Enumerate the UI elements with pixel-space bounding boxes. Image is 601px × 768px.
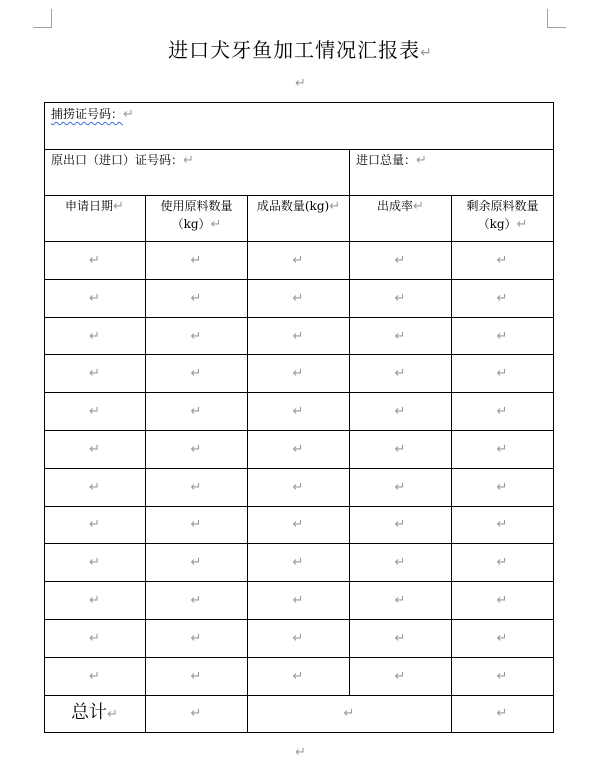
page-corner-top-left <box>33 9 52 28</box>
origin-cert-field[interactable] <box>51 151 194 170</box>
table-cell[interactable] <box>247 364 349 383</box>
table-cell[interactable] <box>451 440 553 459</box>
paragraph-mark-icon: ↵ <box>190 593 202 608</box>
paragraph-mark-icon: ↵ <box>496 706 508 721</box>
table-cell[interactable] <box>44 478 145 497</box>
table-cell[interactable] <box>451 667 553 686</box>
table-cell[interactable] <box>451 478 553 497</box>
paragraph-mark-icon: ↵ <box>292 480 304 495</box>
table-cell[interactable] <box>247 515 349 534</box>
paragraph-mark-icon: ↵ <box>394 404 406 419</box>
paragraph-mark-icon: ↵ <box>292 253 304 268</box>
table-cell[interactable] <box>349 515 451 534</box>
paragraph-mark-icon: ↵ <box>496 442 508 457</box>
table-line <box>44 543 554 544</box>
table-cell[interactable] <box>247 591 349 610</box>
paragraph-mark-icon: ↵ <box>496 517 508 532</box>
paragraph-mark-icon: ↵ <box>190 404 202 419</box>
paragraph-mark-icon: ↵ <box>496 253 508 268</box>
header-text: 申请日期 <box>65 199 114 213</box>
table-cell[interactable] <box>44 440 145 459</box>
header-unit: （kg） <box>477 217 517 231</box>
table-cell[interactable] <box>247 289 349 308</box>
paragraph-mark-icon: ↵ <box>113 199 124 214</box>
header-raw-remaining <box>452 197 553 234</box>
paragraph-mark-icon: ↵ <box>394 366 406 381</box>
table-cell[interactable] <box>451 629 553 648</box>
paragraph-mark-icon: ↵ <box>292 442 304 457</box>
title-text: 进口犬牙鱼加工情况汇报表 <box>168 38 421 62</box>
catch-cert-label: 捕捞证号码： <box>51 107 124 121</box>
table-line <box>349 149 350 195</box>
paragraph-mark-icon: ↵ <box>496 669 508 684</box>
table-line <box>44 695 554 696</box>
paragraph-mark-icon: ↵ <box>89 442 100 457</box>
table-cell[interactable] <box>145 440 247 459</box>
table-cell[interactable] <box>451 251 553 270</box>
paragraph-mark-icon: ↵ <box>89 669 100 684</box>
paragraph-mark-icon: ↵ <box>123 107 134 122</box>
table-cell[interactable] <box>44 553 145 572</box>
paragraph-mark-icon: ↵ <box>394 253 406 268</box>
paragraph-mark-icon: ↵ <box>292 329 304 344</box>
table-cell[interactable] <box>44 327 145 346</box>
table-line <box>44 392 554 393</box>
table-cell[interactable] <box>247 629 349 648</box>
table-line <box>44 149 554 150</box>
table-cell[interactable] <box>349 591 451 610</box>
table-cell[interactable] <box>145 289 247 308</box>
paragraph-mark-icon: ↵ <box>496 404 508 419</box>
paragraph-mark-icon: ↵ <box>420 45 433 61</box>
table-cell[interactable] <box>349 553 451 572</box>
table-cell[interactable] <box>247 478 349 497</box>
table-cell[interactable] <box>451 515 553 534</box>
table-cell[interactable] <box>451 704 553 723</box>
table-cell[interactable] <box>451 289 553 308</box>
table-cell[interactable] <box>44 289 145 308</box>
table-cell[interactable] <box>145 364 247 383</box>
table-cell[interactable] <box>44 251 145 270</box>
paragraph-mark-icon: ↵ <box>89 366 100 381</box>
table-line <box>247 195 248 733</box>
paragraph-mark-icon: ↵ <box>292 555 304 570</box>
paragraph-mark-icon: ↵ <box>343 706 355 721</box>
paragraph-mark-icon: ↵ <box>190 253 202 268</box>
table-border-top <box>44 102 554 103</box>
header-apply-date <box>44 197 145 216</box>
paragraph-mark-icon: ↵ <box>190 366 202 381</box>
paragraph-mark-icon: ↵ <box>292 366 304 381</box>
paragraph-mark-icon: ↵ <box>394 631 406 646</box>
paragraph-mark-icon: ↵ <box>394 593 406 608</box>
paragraph-mark-icon: ↵ <box>413 199 424 214</box>
table-border-bottom <box>44 732 554 733</box>
paragraph-mark-icon: ↵ <box>190 480 202 495</box>
table-cell[interactable] <box>349 440 451 459</box>
table-cell[interactable] <box>145 591 247 610</box>
table-cell[interactable] <box>451 364 553 383</box>
paragraph-mark-icon: ↵ <box>295 76 306 91</box>
paragraph-mark-icon: ↵ <box>292 517 304 532</box>
page-corner-top-right <box>547 9 566 28</box>
table-cell[interactable] <box>145 478 247 497</box>
table-cell[interactable] <box>451 553 553 572</box>
paragraph-mark-icon: ↵ <box>329 199 341 214</box>
import-total-label: 进口总量： <box>356 153 417 167</box>
paragraph-mark-icon: ↵ <box>190 329 202 344</box>
paragraph-mark-icon: ↵ <box>89 517 100 532</box>
paragraph-mark-icon: ↵ <box>496 593 508 608</box>
header-text: 成品数量(kg) <box>256 199 330 213</box>
paragraph-mark-icon: ↵ <box>496 291 508 306</box>
paragraph-mark-icon: ↵ <box>89 480 100 495</box>
table-line <box>44 279 554 280</box>
header-text: 出成率 <box>377 199 414 213</box>
paragraph-mark-icon: ↵ <box>394 669 406 684</box>
table-cell[interactable] <box>247 704 451 723</box>
table-line <box>44 619 554 620</box>
table-line <box>145 195 146 733</box>
table-cell[interactable] <box>349 364 451 383</box>
table-cell[interactable] <box>451 402 553 421</box>
table-cell[interactable] <box>349 478 451 497</box>
table-cell[interactable] <box>451 327 553 346</box>
paragraph-mark-icon: ↵ <box>496 480 508 495</box>
total-label: 总计 <box>71 702 108 723</box>
table-cell[interactable] <box>349 327 451 346</box>
table-line <box>44 506 554 507</box>
header-text: 使用原料数量 <box>160 199 233 213</box>
paragraph-mark-icon: ↵ <box>394 555 406 570</box>
table-cell[interactable] <box>247 402 349 421</box>
paragraph-mark-icon: ↵ <box>190 291 202 306</box>
paragraph-mark-icon: ↵ <box>190 555 202 570</box>
paragraph-mark-icon: ↵ <box>496 366 508 381</box>
empty-paragraph <box>0 741 601 760</box>
paragraph-mark-icon: ↵ <box>292 631 304 646</box>
table-cell[interactable] <box>247 251 349 270</box>
table-line <box>44 430 554 431</box>
paragraph-mark-icon: ↵ <box>210 217 222 232</box>
paragraph-mark-icon: ↵ <box>89 329 100 344</box>
table-line <box>44 241 554 242</box>
table-cell[interactable] <box>145 704 247 723</box>
catch-cert-field[interactable] <box>51 105 134 124</box>
paragraph-mark-icon: ↵ <box>89 593 100 608</box>
table-cell[interactable] <box>44 515 145 534</box>
paragraph-mark-icon: ↵ <box>89 404 100 419</box>
paragraph-mark-icon: ↵ <box>107 707 118 722</box>
table-cell[interactable] <box>44 591 145 610</box>
table-cell[interactable] <box>145 629 247 648</box>
paragraph-mark-icon: ↵ <box>496 631 508 646</box>
header-product-qty <box>248 197 349 216</box>
paragraph-mark-icon: ↵ <box>292 291 304 306</box>
paragraph-mark-icon: ↵ <box>496 555 508 570</box>
header-yield-rate <box>350 197 451 216</box>
table-line <box>44 581 554 582</box>
empty-paragraph <box>0 72 601 91</box>
header-unit: （kg） <box>171 217 211 231</box>
import-total-field[interactable] <box>356 151 427 170</box>
paragraph-mark-icon: ↵ <box>496 329 508 344</box>
paragraph-mark-icon: ↵ <box>394 442 406 457</box>
paragraph-mark-icon: ↵ <box>394 480 406 495</box>
paragraph-mark-icon: ↵ <box>416 153 427 168</box>
paragraph-mark-icon: ↵ <box>89 253 100 268</box>
origin-cert-label: 原出口（进口）证号码： <box>51 153 184 167</box>
paragraph-mark-icon: ↵ <box>394 329 406 344</box>
table-cell[interactable] <box>349 629 451 648</box>
paragraph-mark-icon: ↵ <box>295 745 306 760</box>
table-line <box>44 657 554 658</box>
paragraph-mark-icon: ↵ <box>190 706 202 721</box>
table-cell[interactable] <box>247 327 349 346</box>
table-cell[interactable] <box>349 667 451 686</box>
paragraph-mark-icon: ↵ <box>394 291 406 306</box>
table-line <box>44 468 554 469</box>
table-line <box>44 354 554 355</box>
report-table <box>44 102 554 733</box>
paragraph-mark-icon: ↵ <box>292 404 304 419</box>
table-line <box>44 195 554 196</box>
header-raw-used <box>146 197 247 234</box>
table-cell[interactable] <box>145 327 247 346</box>
table-cell[interactable] <box>145 553 247 572</box>
table-cell[interactable] <box>44 364 145 383</box>
total-cell <box>44 701 145 727</box>
table-cell[interactable] <box>44 402 145 421</box>
header-text: 剩余原料数量 <box>466 199 539 213</box>
table-cell[interactable] <box>44 667 145 686</box>
paragraph-mark-icon: ↵ <box>516 217 528 232</box>
document-title <box>0 34 601 63</box>
paragraph-mark-icon: ↵ <box>89 291 100 306</box>
table-cell[interactable] <box>145 402 247 421</box>
paragraph-mark-icon: ↵ <box>190 669 202 684</box>
paragraph-mark-icon: ↵ <box>183 153 194 168</box>
table-line <box>451 195 452 733</box>
table-cell[interactable] <box>349 251 451 270</box>
table-cell[interactable] <box>247 667 349 686</box>
table-cell[interactable] <box>247 553 349 572</box>
paragraph-mark-icon: ↵ <box>394 517 406 532</box>
paragraph-mark-icon: ↵ <box>292 669 304 684</box>
table-cell[interactable] <box>145 515 247 534</box>
paragraph-mark-icon: ↵ <box>190 517 202 532</box>
table-cell[interactable] <box>451 591 553 610</box>
paragraph-mark-icon: ↵ <box>89 555 100 570</box>
table-cell[interactable] <box>145 667 247 686</box>
paragraph-mark-icon: ↵ <box>190 442 202 457</box>
paragraph-mark-icon: ↵ <box>292 593 304 608</box>
table-cell[interactable] <box>349 289 451 308</box>
table-line <box>44 317 554 318</box>
table-cell[interactable] <box>349 402 451 421</box>
table-cell[interactable] <box>247 440 349 459</box>
paragraph-mark-icon: ↵ <box>89 631 100 646</box>
paragraph-mark-icon: ↵ <box>190 631 202 646</box>
table-border-right <box>553 102 554 733</box>
table-cell[interactable] <box>145 251 247 270</box>
table-cell[interactable] <box>44 629 145 648</box>
